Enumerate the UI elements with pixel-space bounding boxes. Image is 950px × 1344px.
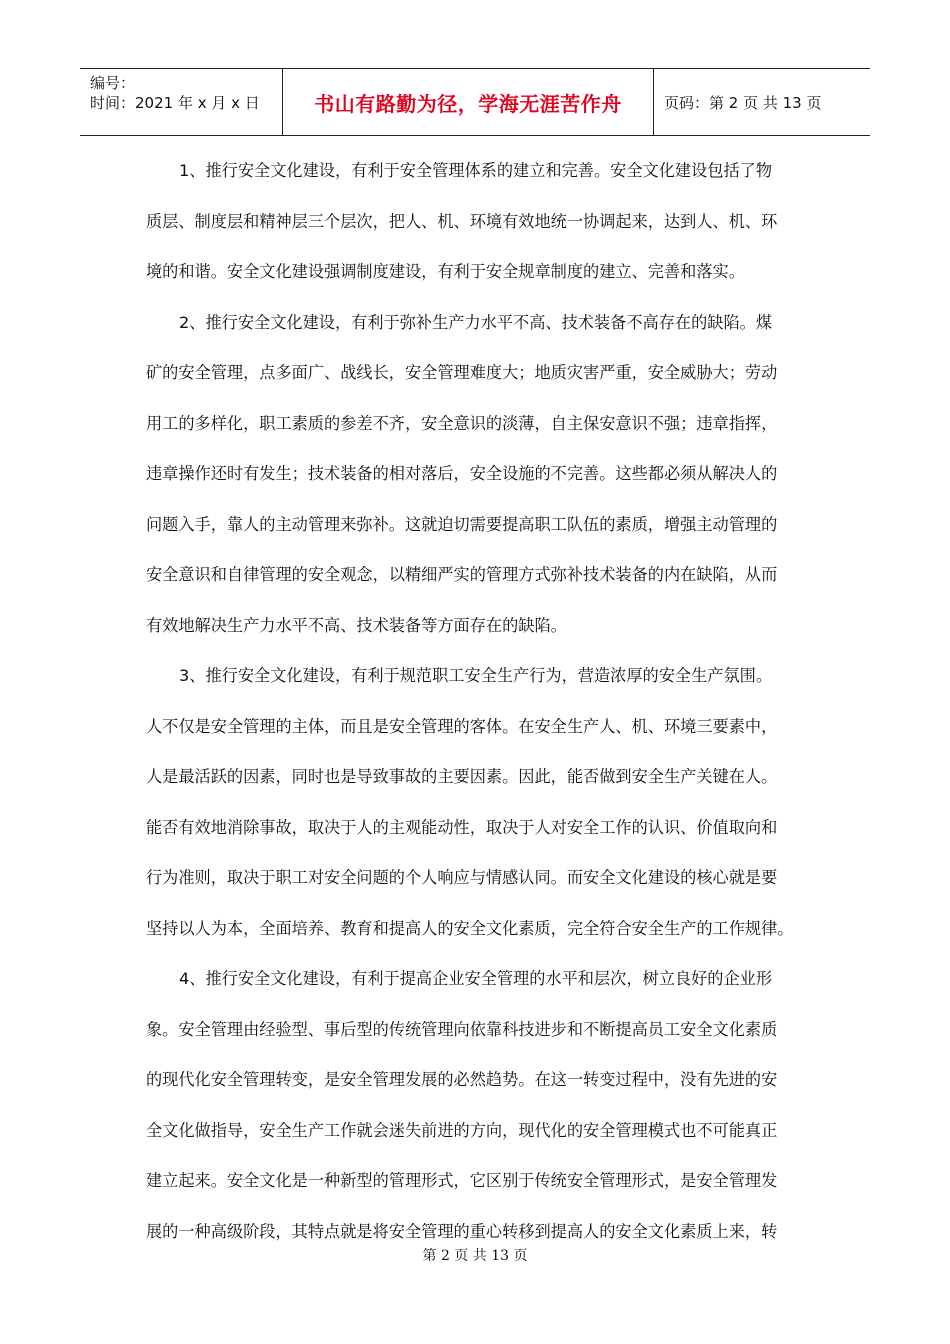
header-page-cell — [654, 69, 870, 135]
paragraph-line: 坚持以人为本，全面培养、教育和提高人的安全文化素质，完全符合安全生产的工作规律。 — [146, 918, 794, 938]
page-code: 页码：第 2 页 共 13 页 — [664, 93, 822, 112]
paragraph-line: 1、推行安全文化建设，有利于安全管理体系的建立和完善。安全文化建设包括了物 — [179, 161, 773, 180]
paragraph-line: 违章操作还时有发生；技术装备的相对落后，安全设施的不完善。这些都必须从解决人的 — [146, 464, 778, 483]
paragraph-line: 问题入手，靠人的主动管理来弥补。这就迫切需要提高职工队伍的素质，增强主动管理的 — [146, 514, 778, 534]
paragraph-line: 能否有效地消除事故，取决于人的主观能动性，取决于人对安全工作的认识、价值取向和 — [146, 817, 778, 837]
time-label: 时间：2021 年 x 月 x 日 — [90, 94, 260, 112]
paragraph-line: 矿的安全管理，点多面广、战线长，安全管理难度大；地质灾害严重，安全威胁大；劳动 — [146, 363, 778, 382]
paragraph-line: 人不仅是安全管理的主体，而且是安全管理的客体。在安全生产人、机、环境三要素中， — [146, 716, 778, 736]
paragraph-line: 行为准则，取决于职工对安全问题的个人响应与情感认同。而安全文化建设的核心就是要 — [146, 868, 778, 887]
paragraph-line: 的现代化安全管理转变，是安全管理发展的必然趋势。在这一转变过程中，没有先进的安 — [146, 1070, 778, 1089]
paragraph-line: 全文化做指导，安全生产工作就会迷失前进的方向，现代化的安全管理模式也不可能真正 — [146, 1120, 778, 1140]
paragraph-line: 3、推行安全文化建设，有利于规范职工安全生产行为，营造浓厚的安全生产氛围。 — [179, 666, 773, 685]
body-text — [146, 146, 806, 1257]
paragraph-line: 象。安全管理由经验型、事后型的传统管理向依靠科技进步和不断提高员工安全文化素质 — [146, 1019, 778, 1039]
paragraph-line: 质层、制度层和精神层三个层次，把人、机、环境有效地统一协调起来，达到人、机、环 — [146, 211, 778, 231]
paragraph-line: 4、推行安全文化建设，有利于提高企业安全管理的水平和层次，树立良好的企业形 — [179, 969, 773, 988]
header-motto-cell — [282, 69, 654, 135]
paragraph-line: 2、推行安全文化建设，有利于弥补生产力水平不高、技术装备不高存在的缺陷。煤 — [179, 312, 773, 332]
footer-page-number: 第 2 页 共 13 页 — [422, 1248, 528, 1264]
paragraph-line: 展的一种高级阶段，其特点就是将安全管理的重心转移到提高人的安全文化素质上来，转 — [146, 1221, 778, 1241]
paragraph-line: 境的和谐。安全文化建设强调制度建设，有利于安全规章制度的建立、完善和落实。 — [146, 262, 745, 281]
paragraph-line: 用工的多样化，职工素质的参差不齐，安全意识的淡薄，自主保安意识不强；违章指挥， — [146, 413, 778, 433]
paragraph-line: 安全意识和自律管理的安全观念，以精细严实的管理方式弥补技术装备的内在缺陷，从而 — [146, 565, 778, 584]
motto-text: 书山有路勤为径，学海无涯苦作舟 — [314, 91, 622, 116]
header-meta — [80, 69, 282, 135]
document-header — [80, 68, 870, 136]
number-label: 编号： — [90, 74, 136, 92]
paragraph-line: 建立起来。安全文化是一种新型的管理形式，它区别于传统安全管理形式，是安全管理发 — [146, 1171, 778, 1190]
page-footer — [0, 1245, 950, 1265]
paragraph-line: 人是最活跃的因素，同时也是导致事故的主要因素。因此，能否做到安全生产关键在人。 — [146, 767, 778, 786]
paragraph-line: 有效地解决生产力水平不高、技术装备等方面存在的缺陷。 — [146, 615, 567, 635]
